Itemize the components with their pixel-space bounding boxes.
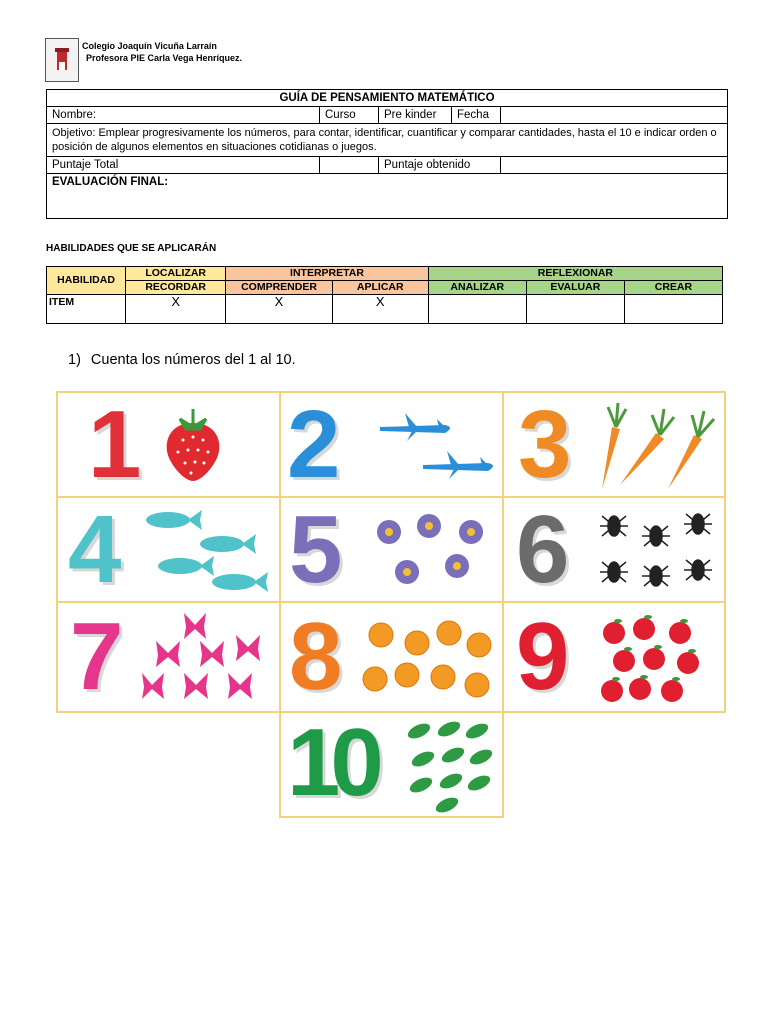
- date-label: Fecha: [452, 107, 501, 124]
- mark-aplicar: X: [332, 295, 428, 324]
- mark-comprender: X: [226, 295, 333, 324]
- card-1: [56, 391, 281, 498]
- group-localizar: LOCALIZAR: [126, 267, 226, 281]
- skills-table: [46, 266, 723, 324]
- mark-evaluar: [526, 295, 624, 324]
- strawberry-icon: [158, 405, 228, 485]
- teacher-name: Profesora PIE Carla Vega Henríquez.: [86, 53, 243, 63]
- orange-icon: [361, 615, 496, 705]
- butterfly-icon: [140, 609, 270, 709]
- sub-evaluar: EVALUAR: [526, 281, 624, 295]
- number-2: 2: [287, 391, 335, 498]
- card-8: [279, 601, 504, 713]
- info-table: [46, 89, 728, 219]
- leaf-icon: [405, 719, 495, 813]
- score-obtained-label: Puntaje obtenido: [379, 157, 501, 174]
- sub-recordar: RECORDAR: [126, 281, 226, 295]
- name-field[interactable]: Nombre:: [47, 107, 320, 124]
- group-reflexionar: REFLEXIONAR: [428, 267, 722, 281]
- ant-icon: [594, 506, 724, 596]
- school-header: [82, 40, 242, 64]
- sub-comprender: COMPRENDER: [226, 281, 333, 295]
- airplane-icon: [375, 407, 500, 492]
- sub-aplicar: APLICAR: [332, 281, 428, 295]
- mark-recordar: X: [126, 295, 226, 324]
- number-4: 4: [68, 496, 116, 603]
- apple-icon: [600, 611, 724, 707]
- school-name: Colegio Joaquín Vicuña Larraín: [82, 41, 217, 51]
- number-5: 5: [289, 496, 337, 603]
- date-field[interactable]: [501, 107, 728, 124]
- skills-section-title: HABILIDADES QUE SE APLICARÁN: [46, 243, 217, 254]
- card-10: [279, 711, 504, 818]
- item-label: ITEM: [47, 295, 126, 324]
- total-score-field[interactable]: [320, 157, 379, 174]
- mark-crear: [624, 295, 722, 324]
- final-eval-label: EVALUACIÓN FINAL:: [47, 174, 728, 219]
- question-number: 1): [68, 352, 81, 368]
- number-10: 10: [287, 711, 374, 816]
- number-grid: [56, 391, 726, 818]
- total-score-label: Puntaje Total: [47, 157, 320, 174]
- question-1: [68, 352, 296, 368]
- card-7: [56, 601, 281, 713]
- objective-text: Objetivo: Emplear progresivamente los números, para contar, identificar, cuantificar y comparar cantidades, hasta el 10 e indicar orden o posición de algunos elementos en situaciones cotidianas o juegos.: [47, 124, 728, 157]
- card-6: [502, 496, 726, 603]
- school-logo: [45, 38, 79, 82]
- number-9: 9: [516, 603, 564, 710]
- number-6: 6: [516, 496, 564, 603]
- question-text: Cuenta los números del 1 al 10.: [90, 352, 296, 368]
- card-9: [502, 601, 726, 713]
- number-3: 3: [518, 391, 566, 498]
- score-obtained-field[interactable]: [501, 157, 728, 174]
- sub-crear: CREAR: [624, 281, 722, 295]
- group-interpretar: INTERPRETAR: [226, 267, 428, 281]
- sub-analizar: ANALIZAR: [428, 281, 526, 295]
- habilidad-header: HABILIDAD: [47, 267, 126, 295]
- course-label: Curso: [320, 107, 379, 124]
- flower-icon: [367, 508, 497, 598]
- number-8: 8: [289, 603, 337, 710]
- card-3: [502, 391, 726, 498]
- fish-icon: [142, 506, 272, 596]
- number-7: 7: [70, 603, 118, 710]
- card-2: [279, 391, 504, 498]
- course-value: Pre kinder: [379, 107, 452, 124]
- mark-analizar: [428, 295, 526, 324]
- carrot-icon: [594, 399, 724, 494]
- card-5: [279, 496, 504, 603]
- number-1: 1: [88, 391, 136, 498]
- guide-title: GUÍA DE PENSAMIENTO MATEMÁTICO: [47, 90, 728, 107]
- card-4: [56, 496, 281, 603]
